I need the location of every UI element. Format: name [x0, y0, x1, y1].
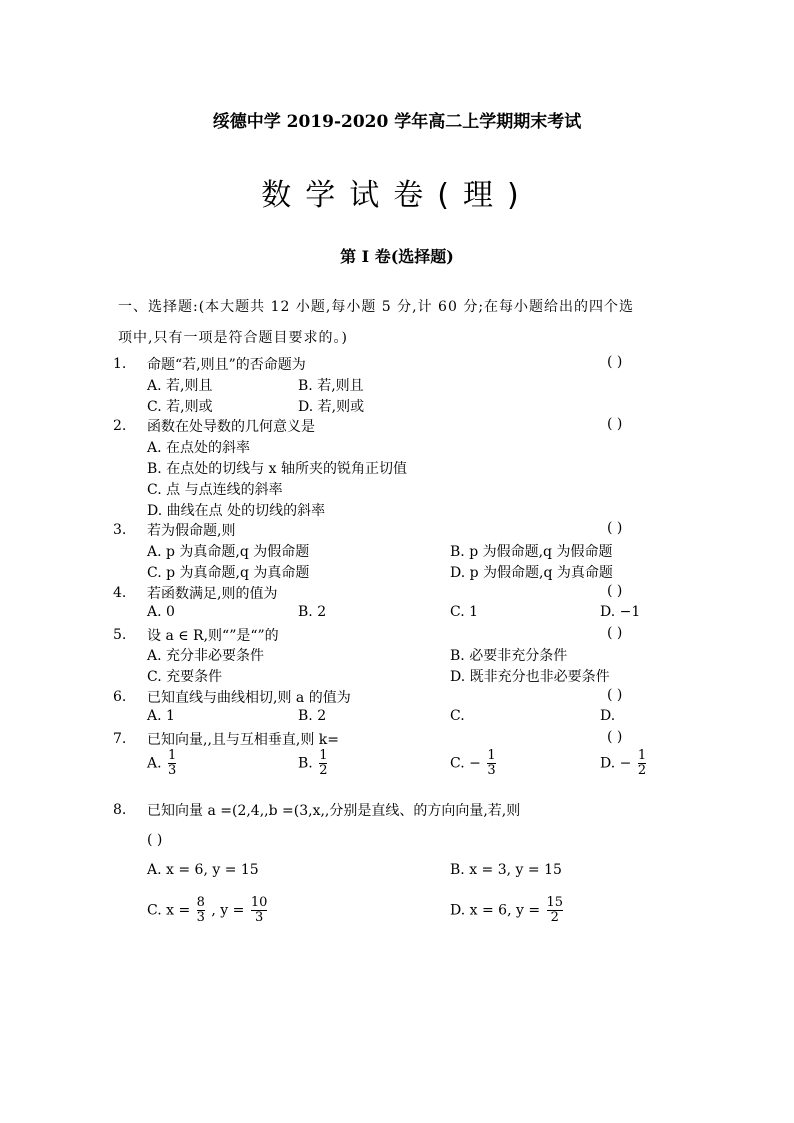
- q4-stem: 若函数满足,则的值为: [147, 586, 278, 602]
- q8-number: 8.: [113, 802, 127, 818]
- q3-option-a: A. p 为真命题,q 为假命题: [147, 544, 310, 560]
- q2-option-d: D. 曲线在点 处的切线的斜率: [147, 503, 326, 519]
- q6-number: 6.: [113, 689, 127, 705]
- q1-option-c: C. 若,则或: [147, 399, 213, 415]
- q3-stem: 若为假命题,则: [147, 523, 236, 539]
- q6-option-c: C.: [450, 708, 465, 724]
- q3-answer-paren: ( ): [607, 520, 623, 536]
- q7-answer-paren: ( ): [607, 729, 623, 745]
- q8-option-d: D. x = 6, y = $\frac{15}{2}$: [450, 895, 564, 925]
- instruction-line-2: 项中,只有一项是符合题目要求的。): [118, 330, 348, 346]
- q1-stem: 命题“若,则且”的否命题为: [147, 357, 306, 373]
- subject-title: 数学试卷(理): [261, 178, 533, 213]
- q6-stem: 已知直线与曲线相切,则 a 的值为: [147, 690, 351, 706]
- q6-option-d: D.: [600, 708, 616, 724]
- q1-number: 1.: [113, 356, 127, 372]
- q5-option-d: D. 既非充分也非必要条件: [450, 669, 610, 685]
- q3-option-b: B. p 为假命题,q 为假命题: [450, 544, 613, 560]
- q8-option-c: C. x = $\frac{8}{3}$ , y = $\frac{10}{3}$: [147, 895, 268, 925]
- q8-answer-paren: ( ): [147, 832, 163, 848]
- fraction-one-third: $\frac{1}{3}$: [168, 748, 177, 778]
- q2-option-c: C. 点 与点连线的斜率: [147, 482, 283, 498]
- q7-option-a: [147, 749, 178, 778]
- q7-option-d-label: D.: [600, 755, 616, 772]
- q6-option-a: A. 1: [147, 708, 175, 724]
- fraction-fifteen-halves: $\frac{15}{2}$: [546, 895, 564, 925]
- q8-option-b: B. x = 3, y = 15: [450, 862, 562, 878]
- q4-option-d: D. −1: [600, 604, 641, 620]
- fraction-one-third: $\frac{1}{3}$: [487, 748, 496, 778]
- section-title: 第 I 卷(选择题): [340, 247, 454, 266]
- q3-option-d: D. p 为假命题,q 为真命题: [450, 565, 613, 581]
- exam-title: 绥德中学 2019-2020 学年高二上学期期末考试: [212, 112, 582, 132]
- q2-number: 2.: [113, 418, 127, 434]
- q5-option-a: A. 充分非必要条件: [147, 648, 265, 664]
- q6-option-b: B. 2: [298, 708, 327, 724]
- q7-stem: 已知向量,,且与互相垂直,则 k=: [147, 732, 340, 748]
- q7-option-c-label: C.: [450, 755, 465, 772]
- q7-option-c: [450, 749, 498, 778]
- q5-option-c: C. 充要条件: [147, 669, 223, 685]
- q5-option-b: B. 必要非充分条件: [450, 648, 568, 664]
- minus-sign: −: [469, 755, 481, 772]
- q7-option-b: [298, 749, 329, 778]
- fraction-one-half: $\frac{1}{2}$: [319, 748, 328, 778]
- fraction-ten-thirds: $\frac{10}{3}$: [250, 895, 268, 925]
- q7-option-a-label: A.: [147, 755, 162, 772]
- q4-option-b: B. 2: [298, 604, 327, 620]
- q4-answer-paren: ( ): [607, 583, 623, 599]
- q1-option-d: D. 若,则或: [298, 399, 365, 415]
- q7-option-b-label: B.: [298, 755, 313, 772]
- q4-number: 4.: [113, 585, 127, 601]
- q4-option-a: A. 0: [147, 604, 175, 620]
- q2-option-a: A. 在点处的斜率: [147, 440, 251, 456]
- q1-option-b: B. 若,则且: [298, 378, 364, 394]
- q5-number: 5.: [113, 627, 127, 643]
- q1-answer-paren: ( ): [607, 354, 623, 370]
- instruction-line-1: 一、选择题:(本大题共 12 小题,每小题 5 分,计 60 分;在每小题给出的四个选: [118, 299, 635, 315]
- q7-number: 7.: [113, 731, 127, 747]
- q3-option-c: C. p 为真命题,q 为真命题: [147, 565, 310, 581]
- q2-option-b: B. 在点处的切线与 x 轴所夹的锐角正切值: [147, 461, 407, 477]
- q2-stem: 函数在处导数的几何意义是: [147, 419, 315, 435]
- q6-answer-paren: ( ): [607, 687, 623, 703]
- fraction-one-half: $\frac{1}{2}$: [637, 748, 647, 778]
- q8-option-a: A. x = 6, y = 15: [147, 862, 259, 878]
- q7-option-d: [600, 749, 648, 778]
- minus-sign: −: [619, 755, 632, 772]
- q3-number: 3.: [113, 522, 127, 538]
- q5-stem: 设 a ∈ R,则“”是“”的: [147, 628, 279, 644]
- q5-answer-paren: ( ): [607, 625, 623, 641]
- q4-option-c: C. 1: [450, 604, 479, 620]
- fraction-eight-thirds: $\frac{8}{3}$: [196, 895, 205, 925]
- q2-answer-paren: ( ): [607, 416, 623, 432]
- q8-stem: 已知向量 a =(2,4,,b =(3,x,,分别是直线、的方向向量,若,则: [147, 803, 521, 819]
- q1-option-a: A. 若,则且: [147, 378, 213, 394]
